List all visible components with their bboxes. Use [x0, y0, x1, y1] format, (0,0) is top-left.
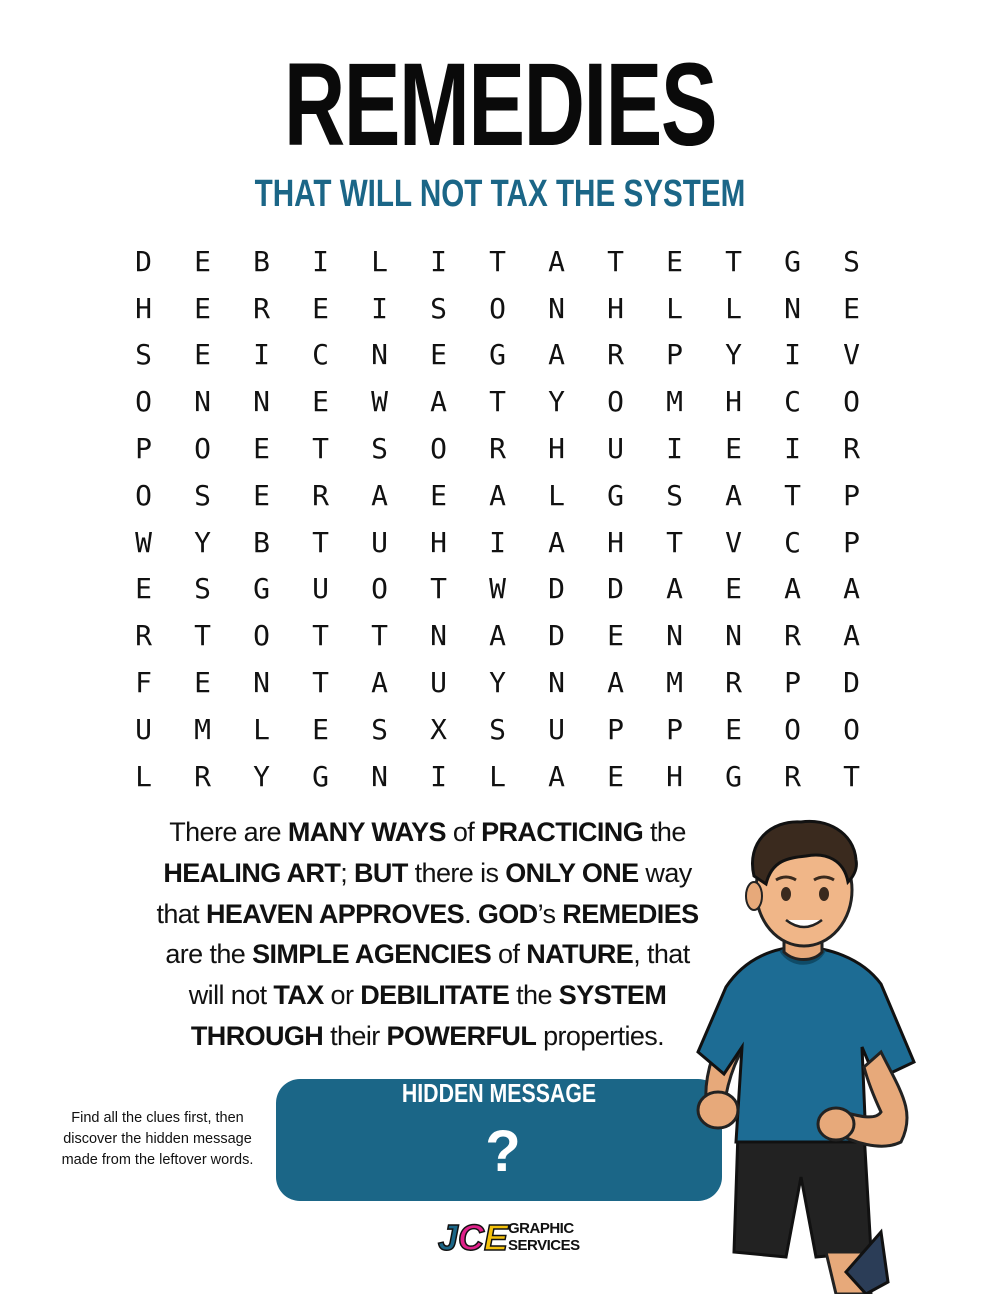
passage-keyword: SYSTEM THROUGH	[190, 980, 667, 1051]
jce-logo	[438, 1218, 588, 1258]
grid-letter: T	[489, 244, 506, 278]
grid-letter: R	[194, 759, 211, 793]
grid-letter: U	[607, 432, 624, 466]
grid-letter: P	[666, 712, 683, 746]
grid-letter: E	[194, 244, 211, 278]
grid-letter: B	[253, 244, 270, 278]
logo-line-1: GRAPHIC	[508, 1220, 574, 1237]
grid-letter: A	[489, 619, 506, 653]
grid-letter: D	[548, 572, 565, 606]
grid-letter: D	[607, 572, 624, 606]
grid-letter: N	[194, 385, 211, 419]
grid-letter: I	[489, 525, 506, 559]
quote-paragraph	[150, 812, 705, 1057]
grid-letter: G	[489, 338, 506, 372]
grid-letter: P	[784, 666, 801, 700]
passage-text: are the	[165, 939, 253, 970]
passage-text: ;	[340, 857, 355, 888]
grid-letter: S	[489, 712, 506, 746]
grid-letter: W	[489, 572, 506, 606]
grid-letter: P	[607, 712, 624, 746]
grid-letter: A	[843, 619, 860, 653]
grid-letter: H	[430, 525, 447, 559]
grid-letter: C	[784, 385, 801, 419]
grid-letter: T	[666, 525, 683, 559]
grid-letter: H	[607, 291, 624, 325]
grid-letter: V	[843, 338, 860, 372]
grid-letter: Y	[253, 759, 270, 793]
grid-letter: N	[430, 619, 447, 653]
grid-letter: A	[666, 572, 683, 606]
grid-letter: T	[607, 244, 624, 278]
grid-letter: T	[312, 666, 329, 700]
grid-letter: R	[135, 619, 152, 653]
page-subtitle: THAT WILL NOT TAX THE SYSTEM	[254, 173, 746, 215]
grid-letter: G	[725, 759, 742, 793]
passage-keyword: NATURE	[526, 939, 634, 970]
grid-letter: N	[253, 666, 270, 700]
page-title: REMEDIES	[283, 39, 717, 171]
grid-letter: T	[843, 759, 860, 793]
grid-letter: E	[430, 338, 447, 372]
grid-letter: R	[489, 432, 506, 466]
grid-letter: E	[253, 432, 270, 466]
grid-letter: P	[843, 478, 860, 512]
grid-letter: T	[312, 525, 329, 559]
logo-line-2: SERVICES	[508, 1237, 580, 1254]
grid-letter: S	[430, 291, 447, 325]
passage-text: the	[643, 817, 686, 847]
grid-letter: C	[312, 338, 329, 372]
grid-letter: U	[371, 525, 388, 559]
grid-letter: M	[666, 385, 683, 419]
passage-text: properties.	[536, 1020, 665, 1051]
grid-letter: R	[312, 478, 329, 512]
grid-letter: H	[135, 291, 152, 325]
grid-letter: A	[371, 478, 388, 512]
grid-letter: P	[843, 525, 860, 559]
grid-letter: I	[430, 759, 447, 793]
grid-letter: E	[253, 478, 270, 512]
grid-letter: A	[843, 572, 860, 606]
grid-letter: Y	[489, 666, 506, 700]
grid-letter: O	[371, 572, 388, 606]
grid-letter: L	[666, 291, 683, 325]
passage-text: the	[509, 980, 559, 1011]
grid-letter: R	[725, 666, 742, 700]
grid-letter: T	[312, 619, 329, 653]
passage-text: their	[323, 1020, 387, 1051]
grid-letter: O	[843, 385, 860, 419]
grid-letter: G	[253, 572, 270, 606]
grid-letter: E	[430, 478, 447, 512]
grid-letter: U	[548, 712, 565, 746]
grid-letter: W	[135, 525, 152, 559]
grid-letter: N	[371, 759, 388, 793]
grid-letter: L	[135, 759, 152, 793]
grid-letter: R	[784, 619, 801, 653]
logo-initials: JCE	[438, 1217, 509, 1258]
grid-letter: M	[194, 712, 211, 746]
grid-letter: R	[253, 291, 270, 325]
grid-letter: T	[725, 244, 742, 278]
grid-letter: T	[784, 478, 801, 512]
passage-keyword: HEAVEN APPROVES	[206, 898, 465, 929]
grid-letter: M	[666, 666, 683, 700]
passage-keyword: TAX	[273, 980, 324, 1011]
grid-letter: H	[548, 432, 565, 466]
grid-letter: S	[843, 244, 860, 278]
passage-text: there is	[407, 857, 506, 888]
passage-keyword: ONLY ONE	[505, 857, 639, 888]
grid-letter: W	[371, 385, 388, 419]
grid-letter: T	[371, 619, 388, 653]
grid-letter: S	[194, 478, 211, 512]
grid-letter: O	[489, 291, 506, 325]
passage-keyword: POWERFUL	[386, 1020, 537, 1051]
grid-letter: L	[548, 478, 565, 512]
running-man-illustration	[676, 812, 936, 1294]
grid-letter: T	[430, 572, 447, 606]
grid-letter: L	[725, 291, 742, 325]
passage-keyword: BUT	[354, 857, 408, 888]
grid-letter: E	[607, 759, 624, 793]
grid-letter: T	[194, 619, 211, 653]
hidden-message-placeholder: ?	[485, 1119, 521, 1184]
grid-letter: O	[194, 432, 211, 466]
passage-text: , that will not	[188, 939, 690, 1011]
grid-letter: N	[784, 291, 801, 325]
grid-letter: E	[312, 385, 329, 419]
grid-letter: U	[430, 666, 447, 700]
grid-letter: H	[607, 525, 624, 559]
grid-letter: B	[253, 525, 270, 559]
grid-letter: H	[725, 385, 742, 419]
passage-text: way that	[156, 857, 692, 929]
grid-letter: S	[371, 712, 388, 746]
grid-letter: A	[548, 759, 565, 793]
grid-letter: R	[607, 338, 624, 372]
passage-keyword: MANY WAYS	[287, 817, 446, 847]
grid-letter: R	[784, 759, 801, 793]
grid-letter: N	[371, 338, 388, 372]
grid-letter: E	[666, 244, 683, 278]
grid-letter: D	[548, 619, 565, 653]
passage-keyword: HEALING ART	[163, 857, 341, 888]
grid-letter: I	[371, 291, 388, 325]
grid-letter: A	[725, 478, 742, 512]
grid-letter: G	[312, 759, 329, 793]
grid-letter: A	[607, 666, 624, 700]
grid-letter: L	[253, 712, 270, 746]
grid-letter: E	[312, 712, 329, 746]
grid-letter: E	[194, 338, 211, 372]
passage-text: There are	[169, 817, 288, 847]
grid-letter: Y	[725, 338, 742, 372]
grid-letter: E	[725, 572, 742, 606]
word-search-grid	[114, 238, 881, 800]
passage-text: ’s	[537, 898, 563, 929]
grid-letter: Y	[548, 385, 565, 419]
grid-letter: O	[430, 432, 447, 466]
grid-letter: X	[430, 712, 447, 746]
instructions-note: Find all the clues first, then discover the hidden message made from the leftover words.	[61, 1110, 254, 1168]
grid-letter: N	[253, 385, 270, 419]
grid-letter: O	[253, 619, 270, 653]
grid-letter: N	[548, 666, 565, 700]
grid-letter: E	[312, 291, 329, 325]
grid-letter: O	[135, 385, 152, 419]
passage-text: of	[445, 817, 482, 847]
grid-letter: A	[548, 525, 565, 559]
grid-letter: P	[666, 338, 683, 372]
grid-letter: I	[784, 432, 801, 466]
grid-letter: A	[548, 244, 565, 278]
grid-letter: A	[784, 572, 801, 606]
grid-letter: A	[430, 385, 447, 419]
grid-letter: I	[666, 432, 683, 466]
grid-letter: E	[725, 712, 742, 746]
passage-keyword: DEBILITATE	[360, 980, 510, 1011]
grid-letter: A	[548, 338, 565, 372]
grid-letter: S	[666, 478, 683, 512]
grid-letter: A	[489, 478, 506, 512]
grid-letter: H	[666, 759, 683, 793]
grid-letter: L	[489, 759, 506, 793]
passage-text: .	[464, 898, 478, 929]
grid-letter: O	[843, 712, 860, 746]
logo-text	[508, 1220, 580, 1254]
grid-letter: Y	[194, 525, 211, 559]
grid-letter: E	[607, 619, 624, 653]
grid-letter: T	[489, 385, 506, 419]
grid-letter: T	[312, 432, 329, 466]
passage-keyword: REMEDIES	[562, 898, 699, 929]
passage-text: or	[323, 980, 361, 1011]
passage-keyword: GOD	[477, 898, 538, 929]
grid-letter: S	[194, 572, 211, 606]
passage-keyword: SIMPLE AGENCIES	[252, 939, 492, 970]
grid-letter: G	[784, 244, 801, 278]
grid-letter: N	[725, 619, 742, 653]
grid-letter: I	[784, 338, 801, 372]
passage-keyword: PRACTICING	[481, 817, 644, 847]
grid-letter: N	[548, 291, 565, 325]
grid-letter: D	[135, 244, 152, 278]
grid-letter: I	[430, 244, 447, 278]
grid-letter: E	[135, 572, 152, 606]
passage-text: of	[491, 939, 527, 970]
grid-letter: E	[843, 291, 860, 325]
grid-letter: O	[607, 385, 624, 419]
grid-letter: O	[784, 712, 801, 746]
grid-letter: N	[666, 619, 683, 653]
grid-letter: I	[312, 244, 329, 278]
grid-letter: S	[135, 338, 152, 372]
grid-letter: L	[371, 244, 388, 278]
grid-letter: G	[607, 478, 624, 512]
grid-letter: O	[135, 478, 152, 512]
grid-letter: P	[135, 432, 152, 466]
hidden-message-label: HIDDEN MESSAGE	[401, 1078, 597, 1108]
grid-letter: D	[843, 666, 860, 700]
grid-letter: U	[312, 572, 329, 606]
grid-letter: E	[194, 666, 211, 700]
grid-letter: V	[725, 525, 742, 559]
grid-letter: E	[194, 291, 211, 325]
grid-letter: E	[725, 432, 742, 466]
grid-letter: R	[843, 432, 860, 466]
grid-letter: C	[784, 525, 801, 559]
grid-letter: S	[371, 432, 388, 466]
grid-letter: I	[253, 338, 270, 372]
grid-letter: U	[135, 712, 152, 746]
grid-letter: A	[371, 666, 388, 700]
grid-letter: F	[135, 666, 152, 700]
